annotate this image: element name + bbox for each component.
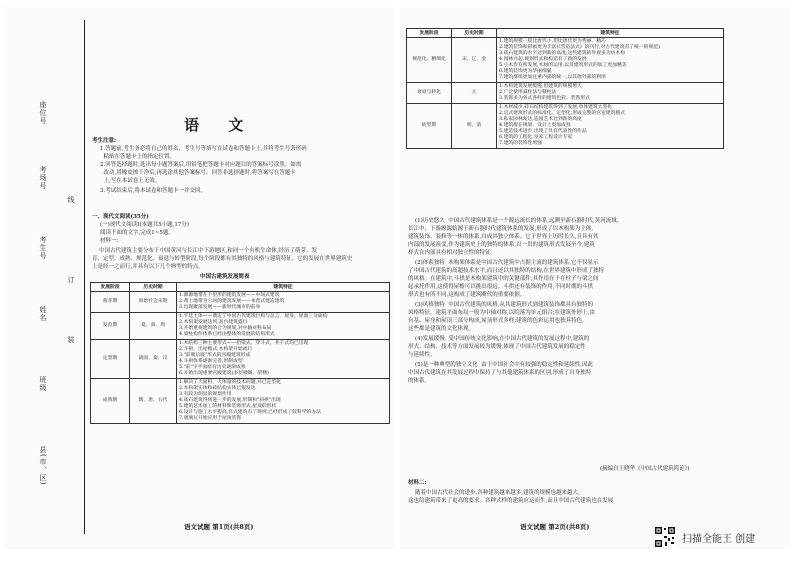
feature-line: 3.有较为明显的规划作用: [179, 392, 232, 397]
table-row: [407, 38, 724, 83]
stage-cell: 萌芽期: [91, 292, 130, 313]
stage-cell: 成熟期: [91, 379, 130, 424]
paragraph-line: (1)历史悠久 中国古代建筑体系是一个源远流长的体系,远溯至新石器时代,黄河流域、: [408, 218, 623, 224]
seat-number-label: 座位号: [39, 101, 47, 125]
section-heading: 一、现代文阅读(35分): [92, 214, 149, 220]
paragraph-line: 这些都是建筑的文化体现。: [408, 326, 475, 332]
page-footer: 语文试题 第2页(共8页): [520, 523, 590, 531]
paragraph-line: 形式、结构、技术等方面发展较为缓慢,体现了中国古代建筑发展的稳定性: [408, 344, 586, 350]
name-label: 姓名: [39, 306, 47, 322]
header-period: 历史时期: [452, 29, 497, 38]
feature-line: 1.木结构三种主要形式——抬梁式、穿斗式、井干式均已出现: [179, 341, 309, 346]
notes-title: 考生注意:: [92, 138, 117, 144]
period-cell: 宋、辽、金: [452, 38, 497, 83]
feature-line: 4.斗拱体系逐渐完善,形制成型: [179, 359, 243, 364]
material-2-line: 随着中国古代社会的进步,各种建筑越来越多,建筑的规模也越来越大,: [408, 490, 580, 496]
table-row: [91, 340, 390, 379]
feature-line: 1.解决了大面积、大体量的技术问题,并已定型化: [179, 380, 282, 385]
district-label: 县(市、区): [39, 446, 47, 486]
notes-3: 2.回答选择题时,选出每小题答案后,用铅笔把答题卡对应题目的答案标号涂黑。如需: [100, 162, 302, 168]
feature-line: 1.木构建筑发展缓慢,但建筑的规模增大: [499, 84, 582, 89]
feature-line: 2.斗拱、出屋檐式,木构架开始流行: [179, 347, 253, 352]
instruction: 阅读下面的文字,完成1~5题。: [100, 230, 174, 236]
subsection-heading: (一)现代文阅读Ⅰ(本题共5小题,17分): [100, 222, 190, 228]
development-table-1: [90, 282, 390, 424]
feature-line: 2.木构架实体和砖结构实体已很发达: [179, 386, 256, 391]
period-cell: 明、清: [452, 104, 497, 149]
paragraph-line: 中国古代建筑在其发展过程中保持了与其他建筑体系的区别,形成了自身独特: [408, 370, 592, 376]
stage-cell: 衰退与转化: [407, 83, 452, 104]
material-2-line: 这也给建筑带来了更高的要求。各种式样的建筑应运而生,而且中国古代建筑也在发展: [408, 498, 614, 504]
feature-line: 2.建筑装饰和彩画更为丰富(《营造法式》的刊行,对古代建筑有了统一的规范): [499, 45, 660, 50]
table-row: [407, 104, 724, 149]
table-header-row: [91, 283, 390, 292]
class-label: 班级: [39, 376, 47, 392]
features-cell: [177, 313, 390, 340]
exam-page-1: [4, 6, 394, 549]
feature-line: 1.木材减少,砖石结构建筑得到了发展,单体建筑大型化: [499, 105, 613, 110]
feature-line: 5."前"字平面原有历史逐渐成熟: [179, 365, 246, 370]
intro-3: 上是经一之而行,并具有以下几个典型的特点。: [92, 264, 204, 270]
feature-line: 3."前朝后寝"形式的宫殿建筑形成: [179, 353, 251, 358]
feature-line: 4.梁柱构件体系已经由整体的发展的结构形式: [179, 332, 275, 337]
notes-5: 上,写在本试卷上无效。: [100, 178, 161, 184]
feature-line: 2.广泛使用减柱法与移柱法: [499, 90, 557, 95]
paragraph-line: (4)发展缓慢 受中国传统文化影响,在中国古代建筑的发展过程中,建筑的: [408, 336, 590, 342]
paragraph-line: 样式在内部具有相对独立性的特征。: [408, 250, 497, 256]
stage-cell: 发育期: [91, 313, 130, 340]
period-cell: 元: [452, 83, 497, 104]
paragraph-line: 风格特征。建筑平面布局一般为中轴对称,以院落为单元组合;在建筑外形上,由: [408, 310, 595, 316]
header-features: 建筑特征: [497, 29, 724, 38]
stage-cell: 转型期: [407, 104, 452, 149]
feature-line: 5.建造技术进步,出现了具有代表性的作品: [499, 129, 587, 134]
header-features: 建筑特征: [177, 283, 390, 292]
scanner-brand-text: 扫描全能王 创建: [682, 534, 756, 545]
page-footer: 语文试题 第1页(共8页): [184, 523, 254, 531]
exam-page-2: [400, 6, 790, 549]
binding-mark: 订: [67, 276, 75, 284]
stage-cell: 规范化、精细化: [407, 38, 452, 83]
paragraph-line: 台基、屋身和屋顶三部分构成,屋顶形式多样;建筑的色彩运用也独具特色,: [408, 318, 584, 324]
table-header-row: [407, 29, 724, 38]
paragraph-line: 的风格。在建筑中,斗拱是木构架建筑中的关键部件,其作用在于在柱子与梁之间: [408, 276, 599, 282]
candidate-number-label: 考生号: [39, 236, 47, 260]
period-cell: 隋、唐、五代: [130, 379, 177, 424]
feature-line: 4.砖石建筑得到进一步的发展,形制和"斜拱"出现: [179, 398, 281, 403]
notes-4: 改动,用橡皮擦干净后,再选涂其他答案标号。回答非选择题时,将答案写在答题卡: [100, 170, 296, 176]
features-cell: [177, 292, 390, 313]
table-row: [91, 292, 390, 313]
feature-line: 6.设计与施工水平提高,官式建筑有了规则,已经形成了较科学的方法: [179, 410, 321, 415]
development-table-2: [406, 28, 724, 149]
table-row: [91, 313, 390, 340]
feature-line: 6.开始出现重要宫殿建筑(多层楼阁、望楼): [179, 371, 269, 376]
feature-line: 5.建筑艺术加工的材料和装饰形式,屋顶的形状: [179, 404, 277, 409]
feature-line: 6.建筑的工程化,皇家工程设计专家: [499, 135, 573, 140]
binding-line: [84, 20, 85, 534]
feature-line: 1.宇廷主体——奠定了中国古代建筑巨构与总言、屋身、屋面三分面构: [179, 314, 328, 319]
paragraph-line: 与延续性。: [408, 352, 436, 358]
paragraph-line: (3)风格独特 中国古代建筑的风格,从其建筑形式到建筑装饰都具有独特的: [408, 302, 594, 308]
paragraph-line: 长江中、下游源源始源于新石器时代建筑体系的发展,形成了以木构架为主体,: [408, 226, 593, 232]
exam-room-label: 考场号: [39, 166, 47, 190]
qr-code-icon: [654, 526, 676, 548]
feature-line: 3.出现聚落发展——新时代城市的前身: [179, 305, 261, 310]
paragraph-line: 起承托作用,这使得屋檐可以挑出很远。斗拱还有装饰的作用,不同时期的斗拱: [408, 284, 593, 290]
intro-1: 中国古代建筑主要分布于中国黄河与长江中下游地区,和同一个有机生命体,经历了萌芽、发: [92, 248, 317, 254]
source-citation: (摘编自王晓华《中国古代建筑简论》): [600, 466, 690, 472]
features-cell: [177, 340, 390, 379]
header-stage: 发展阶段: [407, 29, 452, 38]
paragraph-line: 内部的发展演变,作为建筑史上的独特的体系,以一贯的建筑形式发展至今,建筑: [408, 242, 595, 248]
paragraph-line: (5)是一种典型的独立文化 由于中国社会中有较强的稳定性和延续性,因此: [408, 362, 594, 368]
feature-line: 2.黄土地带为穴居的建筑发展——本营式建造建筑: [179, 299, 285, 304]
feature-line: 1.源源地带在个里形的建筑发展——中间式建筑: [179, 293, 280, 298]
table-title: 中国古建筑发展简表: [200, 274, 250, 280]
paragraph-line: 的体系。: [408, 378, 431, 384]
feature-line: 3.砖石建筑的水平达到新的高度,这些建筑的外观多为仿木构: [499, 51, 626, 56]
feature-line: 1.建筑规模一般比唐代小,但比唐代更为秀丽、精巧: [499, 39, 606, 44]
table-row: [91, 379, 390, 424]
material-2-label: 材料二:: [408, 480, 427, 486]
feature-line: 2.木构架发展达到,高台建筑盛行: [179, 320, 248, 325]
page-title: 语 文: [184, 116, 256, 134]
feature-line: 3.开始重视建筑的合为规划,对中轴对称布局: [179, 326, 272, 331]
feature-line: 4.建筑群在规划、设计上更加成熟: [499, 123, 571, 128]
material-label: 材料一:: [100, 238, 119, 244]
features-cell: [177, 379, 390, 424]
paragraph-line: (2)体系独特 木构架体系是中国古代建筑中占据主流的建筑体系,它不仅显示: [408, 260, 599, 266]
notes-6: 3.考试结束后,将本试卷和答题卡一并交回。: [100, 188, 206, 194]
feature-line: 3.装饰多为各式各样的建筑色彩、装饰形式: [499, 96, 590, 101]
notes-2: 粘贴在答题卡上的指定位置。: [100, 154, 176, 160]
period-cell: 原始社会末期: [130, 292, 177, 313]
staple-mark: 装: [67, 336, 75, 344]
header-period: 历史时期: [130, 283, 177, 292]
period-cell: 夏、商、周: [130, 313, 177, 340]
feature-line: 5.小木作有所发展,木材的运用,以及建筑形式的加工更加精美: [499, 63, 627, 68]
features-cell: [497, 38, 724, 83]
features-cell: [497, 83, 724, 104]
header-stage: 发展阶段: [91, 283, 130, 292]
feature-line: 2.官式建筑形式的标准化、定型化,形成完整的宫室建筑模式: [499, 111, 626, 116]
stage-cell: 定型期: [91, 340, 130, 379]
period-cell: 战国、秦、汉: [130, 340, 177, 379]
feature-line: 7.建筑的装饰性增强: [499, 141, 542, 146]
feature-line: 4.园林兴起,规划形式和构造有了新的发展: [499, 57, 587, 62]
paragraph-line: 了中国古代建筑的高超技术水平,而且还以其独特的结构,在世界建筑中形成了独特: [408, 268, 604, 274]
feature-line: 7.建筑群组更加注重内部的统一,以其他外部的利用: [499, 75, 606, 80]
intro-2: 育、定型、成熟、规范化、衰退与转型阶段,每个阶段都有其独特的风格与建筑特征。它的发展在世界建筑史: [92, 256, 353, 262]
feature-line: 3.私家园林发达,造园艺术达到新的高度: [499, 117, 582, 122]
feature-line: 7.琉璃瓦开始应用于屋顶装饰: [179, 416, 242, 421]
paragraph-line: 形式也有所不同,这构成了建筑断代的重要依据。: [408, 292, 526, 298]
paragraph-line: 建筑装饰、装修等一体的体系,自成其独立体系。它于世界上历时长久,且具有其: [408, 234, 599, 240]
notes-1: 1.答题前,考生务必将自己的姓名、考生号等填写在试卷和答题卡上,并将考生号条形码: [100, 146, 307, 152]
cut-line-mark: 线: [67, 196, 75, 204]
features-cell: [497, 104, 724, 149]
feature-line: 6.建筑装饰更为华丽细腻: [499, 69, 552, 74]
table-row: [407, 83, 724, 104]
